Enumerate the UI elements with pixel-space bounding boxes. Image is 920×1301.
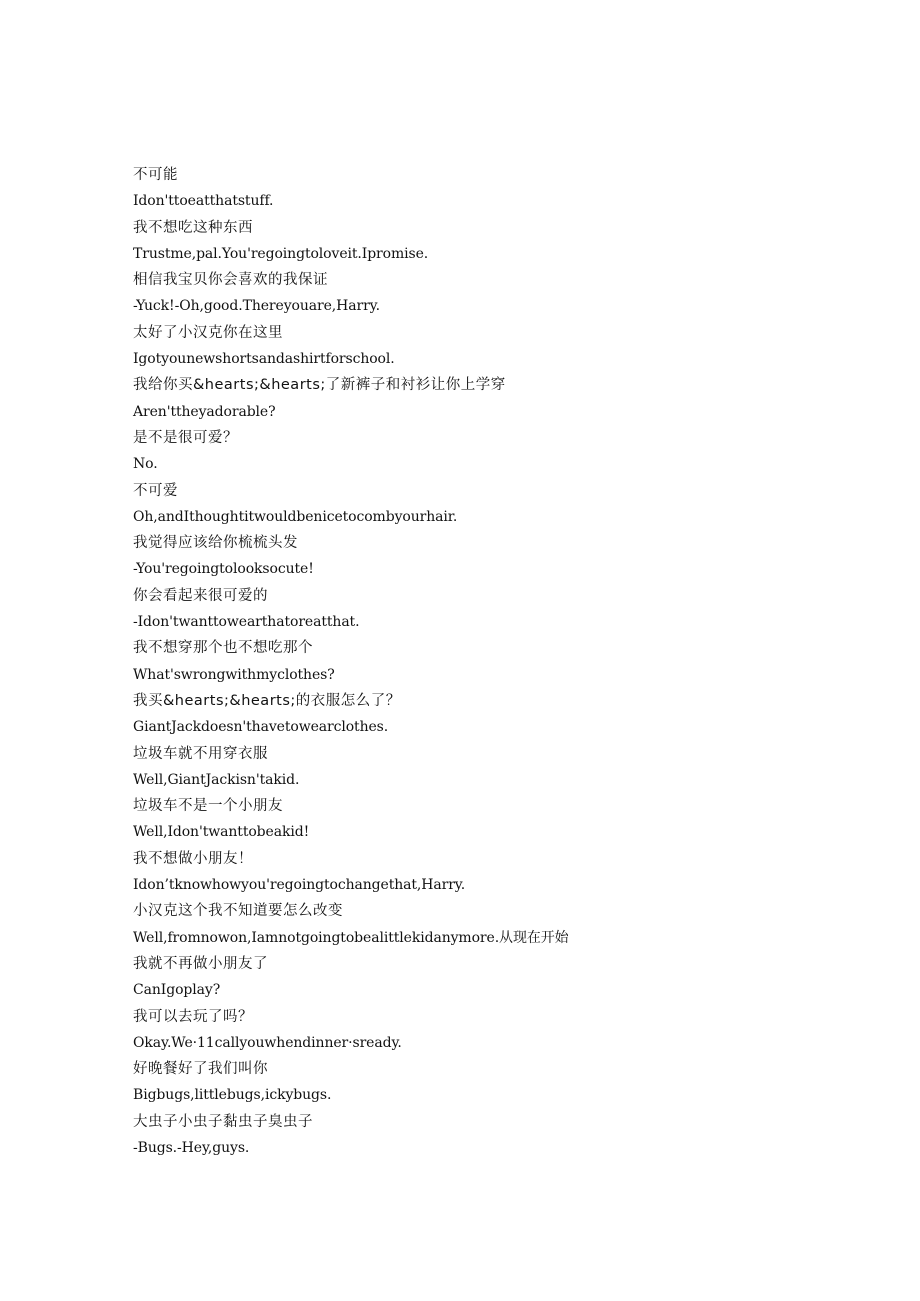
text-line: -Yuck!-Oh,good.Thereyouare,Harry. <box>133 298 380 315</box>
text-line: 小汉克这个我不知道要怎么改变 <box>133 903 343 920</box>
text-line: Idon’tknowhowyou'regoingtochangethat,Harry. <box>133 877 466 894</box>
text-line: GiantJackdoesn'thavetowearclothes. <box>133 719 389 736</box>
text-line: No. <box>133 456 158 473</box>
text-line: 我可以去玩了吗？ <box>133 1008 253 1025</box>
text-line: CanIgoplay? <box>133 982 221 999</box>
text-line: 不可爱 <box>133 482 178 499</box>
text-line: Trustme,pal.You'regoingtoloveit.Ipromise. <box>133 245 429 262</box>
text-line: -Bugs.-Hey,guys. <box>133 1139 250 1156</box>
text-line: Okay.We·11callyouwhendinner·sready. <box>133 1034 402 1051</box>
text-line: Well,fromnowon,Iamnotgoingtobealittlekidanymore.从现在开始 <box>133 929 569 946</box>
text-line: 我不想吃这种东西 <box>133 219 253 236</box>
text-line: -You'regoingtolooksocute! <box>133 561 314 578</box>
text-line: 太好了小汉克你在这里 <box>133 324 283 341</box>
text-line: 好晚餐好了我们叫你 <box>133 1061 268 1078</box>
text-line: Bigbugs,littlebugs,ickybugs. <box>133 1087 332 1104</box>
text-line: Igotyounewshortsandashirtforschool. <box>133 351 395 368</box>
text-line: Well,GiantJackisn'takid. <box>133 771 300 788</box>
text-line: 垃圾车就不用穿衣服 <box>133 745 268 762</box>
text-line: 你会看起来很可爱的 <box>133 587 268 604</box>
text-line: 是不是很可爱？ <box>133 429 238 446</box>
text-line: 我就不再做小朋友了 <box>133 955 268 972</box>
text-line: 垃圾车不是一个小朋友 <box>133 798 283 815</box>
text-line: Well,Idon'twanttobeakid! <box>133 824 310 841</box>
text-line: -Idon'twanttowearthatoreatthat. <box>133 614 360 631</box>
text-line: 我给你买&hearts;&hearts;了新裤子和衬衫让你上学穿 <box>133 377 506 394</box>
text-line: 我不想做小朋友！ <box>133 850 253 867</box>
text-line: 我觉得应该给你梳梳头发 <box>133 535 298 552</box>
text-line: 不可能 <box>133 167 178 183</box>
text-line: 相信我宝贝你会喜欢的我保证 <box>133 272 328 289</box>
text-line: Idon'ttoeatthatstuff. <box>133 193 274 210</box>
subtitle-text-block <box>133 162 833 1161</box>
text-line: What'swrongwithmyclothes? <box>133 666 335 683</box>
text-line: Oh,andIthoughtitwouldbenicetocombyourhair. <box>133 508 458 525</box>
text-line: 我不想穿那个也不想吃那个 <box>133 640 313 657</box>
text-line: 大虫子小虫子黏虫子臭虫子 <box>133 1113 313 1130</box>
text-line: Aren'ttheyadorable? <box>133 403 276 420</box>
text-line: 我买&hearts;&hearts;的衣服怎么了？ <box>133 692 401 709</box>
